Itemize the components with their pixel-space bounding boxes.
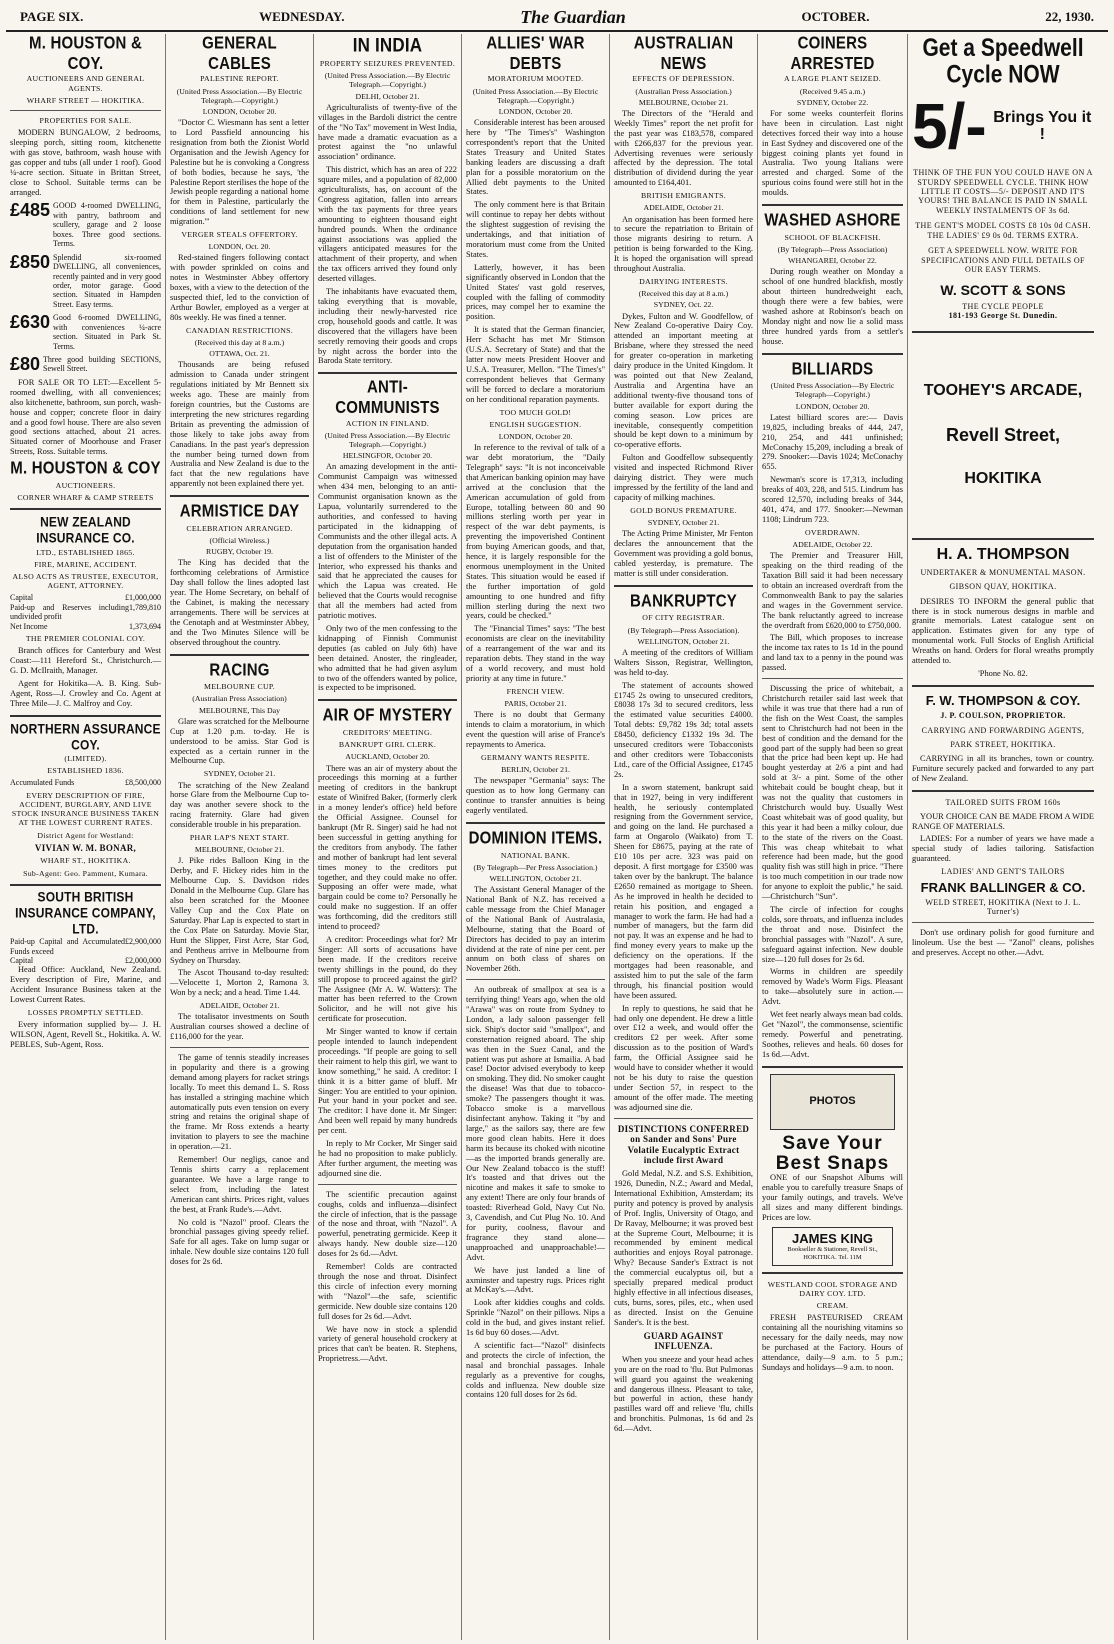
branch: Branch offices for Canterbury and West Coast:—111 Hereford St., Christchurch.—G. D. McIlraith, Manager.	[10, 646, 161, 676]
think-text: THINK OF THE FUN YOU COULD HAVE ON A STURDY SPEEDWELL CYCLE. THINK HOW LITTLE IT COSTS—5/- DEPOSIT AND IT'S YOURS! THE BALANCE IS PAID IN SMALL WEEKLY INSTALMENTS OF 3s 6d.	[913, 168, 1093, 215]
paragraph: Glare was scratched for the Melbourne Cup at 1.20 p.m. to-day. He is understood to be amiss. Star God is expected as a certain runner in the Melbourne Cup.	[170, 716, 309, 766]
hokitika: HOKITIKA	[964, 469, 1042, 487]
speedwell-title: Get a Speedwell Cycle NOW	[922, 34, 1084, 89]
nzi-also: ALSO ACTS AS TRUSTEE, EXECUTOR, AGENT, ATTORNEY.	[12, 571, 159, 591]
received: (Received 9.45 a.m.)	[799, 86, 866, 96]
subhead: ACTION IN FINLAND.	[345, 418, 430, 428]
dateline: OTTAWA, Oct. 21.	[209, 349, 270, 359]
paragraph: No cold is "Nazol" proof. Clears the bronchial passages giving speedy relief. Safe for all ages. Take on lump sugar or inhale. New double size contains 120 full doses for 2s 6d.	[170, 1217, 309, 1267]
dateline: WHANGAREI, October 22.	[788, 256, 877, 266]
subhead: MORATORIUM MOOTED.	[487, 74, 584, 84]
headline-coiners: COINERS ARRESTED	[790, 34, 875, 74]
photo-label: PHOTOS	[809, 1095, 856, 1108]
james-king-box	[772, 1227, 893, 1266]
dateline: DELHI, October 21.	[355, 91, 420, 101]
headline-racing: RACING	[209, 660, 270, 680]
speedwell-ad	[912, 34, 1094, 321]
toohey-arcade: TOOHEY'S ARCADE,	[923, 381, 1083, 399]
paragraph: In a sworn statement, bankrupt said that in 1927, being in very indifferent health, he seriously contemplated resigning from the Government service, and going on the land. He purchased a farm at Ongarolo (Waikato) from T. Sheen for £8675, paying at the rate of £10 10s per acre. 323 was paid on deposit. A first mortgage for £3500 was taken over by the bankrupt. The balance £2650 remained as mortgage to Sheen. As he improved in health he decided to retain his position, and engaged a manager to work the farm. He had had a number of managers, but the farm did not pay. It was an expense and he had to find money every years to make up the deficiency on the operations. If the mortgages had been reasonable, and assisted him to put the sale of the farm through, his financial position would have been assured.	[614, 782, 753, 1000]
paragraph: In reference to the revival of talk of a war debt moratorium, the "Daily Telegraph" says: "It is not inconceivable that American banking opinion may have arrived at the conclusion that the American accumulation of gold from Europe, totalling between 80 and 90 millions sterling worth per year in respect of the war debt payments, is preventing the impoverished Continent from buying American goods, and that, hence, it is largely responsible for the enormous unemployment in the United States. This situation would be eased if the further importation of gold amounting to one hundred and fifty million sterling during the next two years, could be checked."	[466, 443, 605, 621]
northern-accum	[10, 778, 161, 787]
value: 1,373,694	[129, 621, 161, 631]
paragraph: The game of tennis steadily increases in popularity and there is a growing demand among players for racket strings locally. To meet this demand L. S. Ross has installed a stringing machine which automatically puts even tension on every string and retains the original shape of the frame. Mr Ross extends a hearty invitation to players to see the machine in operation.—21.	[170, 1053, 309, 1152]
dateline: MELBOURNE, This Day	[198, 705, 281, 715]
prop-text: Splendid six-roomed DWELLING, all conveniences, recently painted and in very good order, motor garage. Good section. Situated in Hampden Street. Easy terms.	[53, 252, 161, 309]
dateline: LONDON, Oct. 20.	[208, 242, 271, 252]
paragraph: The Directors of the "Herald and Weekly Times" report the net profit for the past year was £183,578, compared with £266,837 for the previous year. Advertising revenues were seriously affected by the depression. The total distribution of dividend during the year amounted to £164,401.	[614, 108, 753, 188]
subagent: Sub-Agent: Geo. Pamment, Kumara.	[23, 868, 148, 878]
scott-sons: W. SCOTT & SONS	[940, 282, 1066, 299]
dateline: AUCKLAND, October 20.	[345, 752, 430, 762]
dateline: LONDON, October 20.	[202, 106, 277, 116]
value: £2,900,000	[125, 937, 161, 947]
paragraph: Gold Medal, N.Z. and S.S. Exhibition, 1926, Dunedin, N.Z.; Award and Medal, International Exhibition, Amsterdam; its purity and potency is proved by analysis of Prof. Inglis, University of Otago, and Dr Ravay, Melbourne; it was proved best at the Supreme Court, Melbourne; it is recommended by eminent medical authorities and enjoys Royal patronage. Why? Because Sander's Extract is not the commercial eucalyptus oil, but a specially prepared medical product highly effective in all infectious diseases, cuts, burns, sores, piles, etc., when used as directed. Insist on the Genuine Sander's. It is the best.	[614, 1169, 753, 1327]
source: (United Press Association.—By Electric Telegraph.—Copyright.)	[324, 71, 451, 90]
paragraph: The Ascot Thousand to-day resulted:—Velocette 1, Morton 2, Ramona 3. Won by a neck; and a head. Time 1.44.	[170, 968, 309, 998]
prop-4	[10, 313, 161, 351]
polish-ad: Don't use ordinary polish for good furniture and linoleum. Use the best — "Zanol" cleans, polishes and preserves. Accept no other.—Advt.	[912, 927, 1094, 957]
paragraph: Mr Singer wanted to know if certain people intended to launch independent proceedings. "If people are going to sell their raiment to help this girl, we want to know something," he said. A creditor: I think it is a bitter game of bluff. Mr Singer: You are entitled to your opinion. Put your hand in your pocket and see. The creditor: I have done it. Mr Singer: And been well repaid by many hundreds per cent.	[318, 1027, 457, 1136]
value: 1,789,810	[129, 602, 161, 612]
paragraph: Newman's score is 17,313, including breaks of 403, 228, and 515. Lindrum has scored 12,570, including breaks of 344, 401, 474, and 177. Snooker:—Newman 1108; Lindrum 723.	[762, 475, 903, 524]
dateline: WELLINGTON, October 21.	[637, 636, 730, 646]
brings-text: Brings You it !	[993, 108, 1092, 144]
paragraph: Latterly, however, it has been significantly observed in London that the United States' vast gold reserves, coupled with the falling of commodity prices, may compel her to examine the position.	[466, 262, 605, 322]
ladies: LADIES: For a number of years we have made a special study of ladies tailoring. Satisfaction guaranteed.	[912, 834, 1094, 864]
paragraph: Only two of the men confessing to the kidnapping of Finnish Communist deputies (as cabled on July 6th) have been detained. Anoster, the ringleader, who admitted that he had given asylum to two of the offenders wanted by police, is expected to be imprisoned.	[318, 623, 457, 693]
subhead: GOLD BONUS PREMATURE.	[630, 505, 737, 515]
paragraph: There was an air of mystery about the proceedings this morning at a further meeting of creditors in the bankrupt estate of Winifred Baker, (formerly clerk in a money lender's office) held before the Official Assignee. Counsel for bankrupt (Mr R. Singer) said he had not been successful in getting anything for the creditors from anybody. The father and mother of bankrupt had lent several times money to the creditors put together, and they could make no offer. Supposing an offer were made, what bargain could be come to? Personally he could make no suggestion. If an offer was forthcoming, did the creditors still intend to proceed?	[318, 763, 457, 932]
paragraph: FRESH PASTEURISED CREAM containing all the nourishing vitamins so necessary for the daily needs, may now be purchased at the Factory. Hours of attendance, daily—9 a.m. to 5 p.m.; Sundays and holidays—9 a.m. to noon.	[762, 1313, 903, 1372]
headline-anti-communists: ANTI-COMMUNISTS	[335, 377, 440, 418]
dateline: WELLINGTON, October 21.	[489, 873, 582, 883]
label: Paid-up and Reserves including undivided profit	[10, 602, 129, 622]
paragraph: The newspaper "Germania" says: The question as to how long Germany can continue to transfer annuities is being eagerly ventilated.	[466, 776, 605, 815]
paragraph: During rough weather on Monday a school of one hundred blackfish, mostly about thirteen hundredweight each, though there were a few babies, were washed ashore at Robinson's beach on Monday night and now lie a solid mass three hundred yards from a settler's house.	[762, 267, 903, 346]
for-sale: FOR SALE OR TO LET:—Excellent 5-roomed dwelling, with all conveniences; also kitchenette, bathroom, sun porch, wash-house and copper; concrete floor in dairy and a good fowl house. There are also seven good sections attached, about 21 acres. Situated corner of Moorhouse and Fraser Streets, Ross. Suitable terms.	[10, 377, 161, 457]
fw-thompson: F. W. THOMPSON & COY.	[925, 692, 1081, 708]
dateline: SYDNEY, Oct. 22.	[653, 300, 714, 310]
value: £8,500,000	[125, 778, 161, 788]
label: Paid-up Capital and Accumulated Funds exceed	[10, 937, 125, 956]
tailored: TAILORED SUITS FROM 160s	[945, 798, 1061, 808]
received: (Received this day at 8 a.m.)	[638, 289, 729, 299]
label: Capital	[10, 956, 34, 966]
dateline: SYDNEY, October 21.	[647, 517, 720, 527]
nzi-net	[10, 622, 161, 631]
paragraph: An organisation has been formed here to secure the repatriation to Britain of those migrants desiring to return. A petition is being forwarded to the King. It is hoped the organisation will spread throughout Australia.	[614, 214, 753, 274]
paragraph: Discussing the price of whitebait, a Christchurch retailer said last week that while it was true that there had a run of the fish on the West Coast, the samples sent to Christchurch had not been in the best of condition and the demand for the good part of the supply had been so great that the price had been kept up. He had bought yesterday at 2/6 a pint and had sold at 3/- a pint. Some of the other whitebait could be bought cheap, but it was not the quality that customers in Christchurch would buy. Usually West Coast whitebait was of good quality, but this year it had been a milky colour, due to the state of the rivers on the Coast. This was cheap whitebait to what reference had been made, but the good quality fish was still high in price. "There is too much competition in our trade now for anyone to exploit the public," he said.—Christchurch "Sun".	[762, 684, 903, 902]
subhead: EFFECTS OF DEPRESSION.	[632, 74, 735, 84]
column-3	[314, 34, 462, 1640]
paragraph: In reply to Mr Cocker, Mr Singer said he had no proposition to make publicly. After further argument, the meeting was adjourned sine die.	[318, 1139, 457, 1178]
price: £630	[10, 312, 51, 333]
dateline: MELBOURNE, October 21.	[638, 97, 729, 107]
source: (Australian Press Association.)	[635, 86, 732, 96]
masthead	[6, 4, 1108, 32]
paragraph: It is stated that the German financier, Herr Schacht has met Mr Stimson (U.S.A. Secretary of State) and that the latter now meets President Hoover and U.S.A. Treasurer, Mellon. "The Times's" correspondent believes that Germany will be forced to declare a moratorium on her conditional reparation payments.	[466, 325, 605, 404]
paragraph: In reply to questions, he said that he had only one dependent. He drew a little over £12 a week, and would offer the creditors £2 per week. After some discussion as to the position of Ward's farm, the Official Assignee said he would have to consider whether it would not be his duty to raise the question under Section 57, in respect to the amount of the offer made. The meeting was adjourned sine die.	[614, 1003, 753, 1112]
houston2-title: M. HOUSTON & COY	[10, 458, 161, 479]
northern-sub: (LIMITED).	[64, 753, 107, 763]
paragraph: An amazing development in the anti-Communist Campaign was witnessed when 434 men, belonging to an anti-Communist organisation known as the Lapua, voluntarily surrendered to the authorities, and confessed to having participated in the kidnapping of Communists and the other illegal acts. A deputation from the organisation handed a list of offenders to the Minister of the Interior, who expressed his thanks and said that he appreciated the causes for which the Lapua was created. He believed that the Courts would recognise that all the members had acted from patriotic motives.	[318, 462, 457, 621]
subhead: PROPERTY SEIZURES PREVENTED.	[319, 59, 456, 69]
carrying: CARRYING AND FORWARDING AGENTS,	[921, 725, 1085, 735]
king-name: JAMES KING	[792, 1231, 873, 1246]
paragraph: A scientific fact—"Nazol" disinfects and protects the circle of infection, the nasal and bronchial passages. Inhale regularly as a preventive for coughs, colds and influenza. New double size contains 120 full doses for 2s 6d.	[466, 1340, 605, 1400]
paragraph: When you sneeze and your head aches you are on the road to 'flu. But Pulmonas will guard you against the weakening and dangerous illness. Pleasant to take, but powerful in action, these handy pastilles ward off and relieve 'flu, chills and bronchitis. Pulmonas, 1s 6d and 2s 6d.—Advt.	[614, 1354, 753, 1434]
dateline: RUGBY, October 19.	[206, 547, 273, 557]
subhead: A LARGE PLANT SEIZED.	[783, 74, 882, 84]
sb-losses: LOSSES PROMPTLY SETTLED.	[27, 1008, 144, 1018]
agents: Agent for Hokitika—A. B. King. Sub-Agent, Ross—J. Crowley and Co. Agent at Three Mile—J. C. Malfroy and Coy.	[10, 678, 161, 708]
palestine: PALESTINE REPORT.	[200, 74, 279, 84]
paragraph: Wet feet nearly always mean bad colds. Get "Nazol", the commonsense, scientific remedy. Powerful and penetrating. Soothes, relieves and heals. 60 doses for 1s 6d.—Advt.	[762, 1010, 903, 1059]
source: (By Telegraph—Press Association).	[627, 625, 740, 635]
paragraph: Remember! Colds are contracted through the nose and throat. Disinfect this circle of infection every morning with "Nazol"—the safe, scientific germicide. New double size contains 120 full doses for 2s 6d.—Advt.	[318, 1262, 457, 1321]
paragraph: Red-stained fingers following contact with powder sprinkled on coins and notes in Westminster Abbey offertory boxes, with a view to the detection of the suspected thief, led to the conviction of Arthur Bowler, employed as a verger at 80s weekly. He was fined a tenner.	[170, 253, 309, 322]
northern-title: NORTHERN ASSURANCE COY.	[10, 720, 161, 753]
column-6	[758, 34, 908, 1640]
headline-india: IN INDIA	[352, 34, 423, 57]
subhead: PHAR LAP'S NEXT START.	[189, 833, 290, 843]
houston2-sub: AUCTIONEERS.	[55, 480, 116, 490]
houston-addr: WHARF STREET — HOKITIKA.	[26, 95, 145, 105]
paragraph: We have now in stock a splendid variety of general household crockery at prices that can't be beaten. R. Stephens, Proprietress.—Advt.	[318, 1324, 457, 1364]
dateline: LONDON, October 20.	[795, 401, 870, 411]
page-number: PAGE SIX.	[20, 9, 84, 24]
paragraph: The scientific precaution against coughs, colds and influenza—disinfect the circle of infection, that is the passage of the nose and throat, with "Nazol". A powerful, penetrating germicide. Keep it always handy. New double size—120 doses for 2s 6d.—Advt.	[318, 1189, 457, 1259]
subhead: GERMANY WANTS RESPITE.	[480, 752, 591, 762]
scott-addr: 181-193 George St. Dunedin.	[948, 311, 1058, 321]
label: Accumulated Funds	[10, 778, 75, 788]
paragraph: Fulton and Goodfellow subsequently visited and inspected Richmond River dairying district. They were much impressed by the fertility of the land and capacity of milking machines.	[614, 453, 753, 502]
dateline: HELSINGFOR, October 20.	[342, 451, 433, 461]
dateline: LONDON, October 20.	[498, 106, 573, 116]
distinctions-head: DISTINCTIONS CONFERRED on Sander and Sons' Pure Volatile Eucalyptic Extract include first Award	[617, 1123, 750, 1166]
column-2	[166, 34, 314, 1640]
paragraph: The totalisator investments on South Australian courses showed a decline of £116,000 for the year.	[170, 1012, 309, 1042]
headline-armistice: ARMISTICE DAY	[179, 501, 300, 522]
paragraph: The statement of accounts showed £1745 2s owing to unsecured creditors, £8038 17s 3d to secured creditors, less the estimated value securities £4000. Total debts: £9,782 19s 3d; total assets £8450, deficiency £1332 19s 3d. The unsecured creditors were Tobacconists and other creditors were Tobacconists Ltd., care of the Official Assignee, £1745 2s.	[614, 680, 753, 779]
price: £485	[10, 200, 51, 221]
paragraph: Latest billiard scores are:— Davis 19,825, including breaks of 444, 247, 210, 254, and 441 unfinished; McConachy 15,209, including a break of 279. Snooker:—Davis 1024; McConachy 655.	[762, 412, 903, 472]
dateline: SYDNEY, October 21.	[203, 769, 276, 779]
paragraph: The Bill, which proposes to increase the income tax rates to 1s 1d in the pound and land tax to a penny in the pound was passed.	[762, 633, 903, 673]
paragraph: Worms in children are speedily removed by Wade's Worm Figs. Pleasant to take—absolutely sure in action.—Advt.	[762, 967, 903, 1007]
paragraph: A creditor: Proceedings what for? Mr Singer: All sorts of accusations have been made. If the creditors receive twenty shillings in the pound, do they still propose to proceed against the girl? The Assignee (Mr A. W. Watters): The matter has been referred to the Crown Solicitor, and he will not give his certificate for prosecution.	[318, 934, 457, 1024]
subhead: CREDITORS' MEETING.	[342, 728, 433, 738]
column-1	[6, 34, 166, 1640]
subhead: BRITISH EMIGRANTS.	[640, 191, 727, 201]
dateline: LONDON, October 20.	[498, 431, 573, 441]
subhead: CANADIAN RESTRICTIONS.	[185, 325, 294, 335]
nzi-title: NEW ZEALAND INSURANCE CO.	[36, 514, 135, 547]
thompson-title: H. A. THOMPSON	[936, 545, 1070, 563]
subhead: BANKRUPT GIRL CLERK.	[338, 740, 437, 750]
photo-album-icon	[770, 1074, 895, 1130]
paragraph: The Assistant General Manager of the National Bank of N.Z. has received a cable message from the Chief Manager of the National Bank of Australasia, Melbourne, stating that the Board of Directors has decided to pay an interim dividend at the rate of nine per cent. per annum on both class of shares on November 26th.	[466, 885, 605, 974]
subhead: TOO MUCH GOLD!	[499, 407, 572, 417]
vivian: VIVIAN W. M. BONAR,	[34, 842, 137, 853]
paragraph: We have just landed a line of axminster and tapestry rugs. Prices right at McKay's.—Advt.	[466, 1265, 605, 1295]
paragraph: The scratching of the New Zealand horse Glare from the Melbourne Cup to-day was another severe shock to the racing fraternity. Glare had given considerable trouble in his preparation.	[170, 780, 309, 830]
source: (United Press Association—By Electric Telegraph—Copyright.)	[770, 381, 895, 400]
frank-ballinger: FRANK BALLINGER & CO.	[920, 879, 1086, 895]
label: Capital	[10, 593, 34, 603]
subhead: FRENCH VIEW.	[506, 686, 565, 696]
gibson-quay: GIBSON QUAY, HOKITIKA.	[949, 582, 1057, 592]
label: Net Income	[10, 621, 48, 631]
district: District Agent for Westland:	[37, 830, 134, 840]
headline-mystery: AIR OF MYSTERY	[322, 706, 453, 726]
northern-desc: EVERY DESCRIPTION OF FIRE, ACCIDENT, BURGLARY, AND LIVE STOCK INSURANCE BUSINESS TAKEN AT THE LOWEST CURRENT RATES.	[11, 790, 160, 828]
thompson-text: DESIRES TO INFORM the general public that there is in stock numerous designs in marble and granite memorials. Latest catalogue sent on application. Estimates given for any type of monumental work. Full Stocks of English Artificial Wreaths on hand. Orders for floral wreaths promptly attended to.	[912, 596, 1094, 666]
subhead: ENGLISH SUGGESTION.	[489, 419, 582, 429]
subhead: MELBOURNE CUP.	[204, 682, 275, 692]
paragraph: J. Pike rides Balloon King in the Derby, and F. Hickey rides him in the Melbourne Cup. S. Davidson rides Donald in the Melbourne Cup. Glare has also been scratched for the Moonee Valley Cup and the Cox Plate on Saturday. Phar Lap is expected to start in the Cox Plate on Saturday. Movie Star, Hunt the Slipper, First Acre, Star God, and Pentheus arrive in Melbourne from Sydney on Thursday.	[170, 856, 309, 965]
westland: WESTLAND COOL STORAGE AND DAIRY COY. LTD.	[767, 1279, 898, 1298]
nzi-lines: FIRE, MARINE, ACCIDENT.	[34, 559, 137, 569]
subhead: CELEBRATION ARRANGED.	[186, 523, 293, 533]
paragraph: The Acting Prime Minister, Mr Fenton declares the announcement that the Government was providing a gold bonus, cabled yesterday, is premature. The matter is still under consideration.	[614, 529, 753, 578]
paragraph: The "Financial Times" says: "The best economists are clear on the inevitability of a rearrangement of the war and its reparation debts. They stand in the way of a world recovery, and must hold priority at any time in future."	[466, 624, 605, 683]
nzi-est: LTD., ESTABLISHED 1865.	[36, 547, 135, 557]
day: WEDNESDAY.	[259, 9, 345, 24]
houston-title: M. HOUSTON & COY.	[29, 34, 142, 74]
headline-dominion: DOMINION ITEMS.	[468, 828, 603, 849]
price: £80	[10, 354, 41, 375]
guard-head: GUARD AGAINST INFLUENZA.	[643, 1330, 724, 1352]
park-street: PARK STREET, HOKITIKA.	[950, 740, 1056, 750]
nzi-paid	[10, 603, 161, 622]
paragraph: Look after kiddies coughs and colds. Sprinkle "Nazol" on their pillows. Nips a cold in the bud, and gives instant relief. 1s 6d buy 60 doses.—Advt.	[466, 1298, 605, 1338]
paragraph: Considerable interest has been aroused here by "The Times's" Washington correspondent's report that the United States Treasury and United States banking leaders are discussing a draft plan for a possible moratorium on the Allied debt payments to the United States.	[466, 118, 605, 197]
carrying-text: CARRYING in all its branches, town or country. Furniture securely packed and forwarded to any part of New Zealand.	[912, 754, 1094, 784]
northern-est: ESTABLISHED 1836.	[47, 766, 124, 776]
premier: THE PREMIER COLONIAL COY.	[25, 634, 146, 644]
subhead: OF CITY REGISTRAR.	[642, 613, 725, 623]
prop-5	[10, 355, 161, 374]
source: (Official Wireless.)	[209, 536, 270, 546]
phone: 'Phone No. 82.	[978, 668, 1028, 678]
cream-head: CREAM.	[816, 1301, 849, 1311]
sb-capital	[10, 956, 161, 965]
source: (United Press Association.—By Electric Telegraph.—Copyright.)	[176, 86, 303, 105]
paragraph: An outbreak of smallpox at sea is a terrifying thing! Years ago, when the old "Arawa" was on route from Sydney to London, a lady saloon passenger fell sick. Ship's doctor said "smallpox", and consternation reigned aboard. The ship was then in the Suez Canal, and the patient was put ashore at Ismailia. A bad case! Doctor advised everybody to keep on smoking. They did. No smoker caught the disease! Was that due to tobacco-smoke? The passengers thought it was. Tobacco smoke is a marvellous disinfectant anyhow. Taking it "by and large," as the sailors say, there are few more good clean habits. Here it does harm its because its choked with nicotine—as the imported brands generally are. Our New Zealand tobacco is the stuff! It's toasted and that drives out the nicotine and makes it safe to smoke to any extent! There are only four brands of toasted: Riverhead Gold, Navy Cut No. 3, Cavendish, and Cut Plug No. 10. And for purity, coolness, flavour and fragrance they stand alone—unapproached and unapproachable!—Advt.	[466, 985, 605, 1262]
paragraph: ONE of our Snapshot Albums will enable you to carefully treasure Snaps of your family outings, and travels. We've all sizes and many different bindings. Prices are low.	[762, 1173, 903, 1223]
paragraph: Agriculturalists of twenty-five of the villages in the Bardoli district the centre of the "No Tax" movement in West India, have made a dramatic evacuation as a protest against the "no unlawful association" ordinance.	[318, 102, 457, 162]
headline-bankruptcy: BANKRUPTCY	[630, 591, 737, 611]
paragraph: "Doctor C. Wiesmann has sent a letter to Lord Passfield announcing his resignation from both the Zionist World Organisation and the Jewish Agency for Palestine but he is convoking a Congress of both bodies, because he says, 'the Palestine Report sterilises the hope of the Jewish people regarding a national home for them in Palestine, particularly the conditions of land settlement for new migration.'"	[170, 118, 309, 227]
undertaker: UNDERTAKER & MONUMENTAL MASON.	[920, 567, 1086, 577]
subhead: VERGER STEALS OFFERTORY.	[181, 230, 298, 240]
paragraph: There is no doubt that Germany intends to claim a moratorium, in which event the question will arise of France's repayments to America.	[466, 710, 605, 749]
column-5	[610, 34, 758, 1640]
paragraph: The Premier and Treasurer Hill, speaking on the third reading of the Taxation Bill said it had been necessary to obtain an increased overdraft from the Commonwealth Bank to pay the salaries and wages in the Government service. The bank reluctantly agreed to increase the overdraft from £620,000 to £750,000.	[762, 551, 903, 630]
nzi-capital	[10, 593, 161, 602]
subhead: OVERDRAWN.	[804, 527, 860, 537]
dateline: BERLIN, October 21.	[501, 765, 570, 774]
prop-2	[10, 201, 161, 248]
sb-title: SOUTH BRITISH INSURANCE COMPANY, LTD.	[15, 888, 156, 938]
headline-washed: WASHED ASHORE	[764, 210, 901, 231]
date: 22, 1930.	[1045, 9, 1094, 24]
paragraph: The King has decided that the forthcoming celebrations of Armistice Day shall follow the lines adopted last year. The Home Secretary, on behalf of the Cabinet, is making the necessary arrangements. There will be services at the Cenotaph and at Westminster Abbey, and the Two Minutes Silence will be observed throughout the country.	[170, 558, 309, 647]
column-7	[908, 34, 1098, 1640]
prop-3	[10, 253, 161, 310]
paragraph: This district, which has an area of 222 square miles, and a population of 82,000 agriculturalists, has, on account of the Congress agitation, fallen into arrears with the tax payments for three years amounting to eighteen thousand eight hundred pounds. When the ordinance against associations was applied the villagers anticipated measures for the attachment of their property, and when the tax officers arrived they found only deserted villages.	[318, 165, 457, 284]
paragraph: The only comment here is that Britain will continue to repay her debts without the slightest suggestion of revising the undertakings, and that initiation of moratorium must come from the United States.	[466, 200, 605, 259]
paragraph: The inhabitants have evacuated them, taking everything that is movable, including their newly-harvested rice crop, household goods and cattle. It was discovered that the villagers have been secretly removing their goods and crops by night across the border into the Baroda State territory.	[318, 287, 457, 366]
paragraph: Dykes, Fulton and W. Goodfellow, of New Zealand Co-operative Dairy Coy. attended an important meeting at Brisbane, where they stressed the need for greater co-operation in marketing dairy produce in the United Kingdom. It was pointed out that New Zealand, Australia and Argentina have an additional twenty-five thousand tons of butter available for export during the coming season. Low prices are inevitable, consequently competition should be kept down to a minimum by co-operative efforts.	[614, 311, 753, 450]
paragraph: Remember! Our negligs, canoe and Tennis shirts carry a replacement guarantee. We have a large range to select from, including the latest American cant shirts. Prices right, values the best, at Frank Rude's.—Advt.	[170, 1155, 309, 1214]
source: (United Press Association.—By Electric Telegraph.—Copyright.)	[472, 86, 599, 105]
headline-war-debts: ALLIES' WAR DEBTS	[486, 34, 585, 74]
paragraph: For some weeks counterfeit florins have been in circulation. Last night detectives forced their way into a house in East Sydney and discovered one of the biggest coining plants yet found in Australia. Two young Italians were arrested and charged. Some of the spurious coins found were still hot in the moulds.	[762, 108, 903, 198]
dateline: ADELAIDE, October 22.	[792, 540, 873, 549]
save-snaps-title: Save Your Best Snaps	[775, 1132, 890, 1174]
choice: YOUR CHOICE CAN BE MADE FROM A WIDE RANGE OF MATERIALS.	[912, 811, 1094, 831]
headline-cables: GENERAL CABLES	[202, 34, 277, 74]
value: £2,000,000	[125, 956, 161, 966]
paragraph: A meeting of the creditors of William Walters Sisson, Registrar, Wellington, was held to-day.	[614, 647, 753, 677]
subhead: SCHOOL OF BLACKFISH.	[784, 232, 881, 242]
paragraph: The circle of infection for coughs colds, sore throats, and influenza includes the throat and nose. Disinfect the bronchial passages with "Nazol". A sure, safeguard against infection. New double size—120 full doses for 2s 6d.	[762, 905, 903, 964]
paragraph: Thousands are being refused admission to Canada under stringent regulations initiated by Mr Bennett six weeks ago. These are mainly from foreign countries, but the Customs are interpreting the new strictures regarding Britain as preventing the admission of those likely to take jobs away from Canadians. In the past year's depression the number being turned down from Australia and New Zealand is due to the fact that the new regulations have apparently not been explained there yet.	[170, 360, 309, 489]
houston-sub: AUCTIONEERS AND GENERAL AGENTS.	[26, 74, 145, 93]
five-shillings	[912, 90, 1094, 163]
dateline: MELBOURNE, October 21.	[194, 845, 285, 855]
prop-text: GOOD 4-roomed DWELLING, with pantry, bathroom and scullery, garage and 2 loose boxes. Three good sections. Terms.	[53, 201, 161, 249]
source: (United Press Association.—By Electric Telegraph.—Copyright.)	[324, 430, 451, 450]
source: (By Telegraph—Press Association)	[777, 244, 888, 254]
headline-australian: AUSTRALIAN NEWS	[633, 34, 734, 74]
subhead: NATIONAL BANK.	[500, 850, 571, 860]
weld-street: WELD STREET, HOKITIKA (Next to J. L. Turner's)	[925, 897, 1081, 917]
gents-text: THE GENT'S MODEL COSTS £8 10s 0d CASH. THE LADIES' £9 0s 0d. TERMS EXTRA.	[915, 221, 1091, 240]
dateline: ADELAIDE, October 21.	[643, 203, 724, 213]
revell-street: Revell Street,	[945, 424, 1061, 445]
headline-billiards: BILLIARDS	[791, 359, 874, 379]
sb-desc: Head Office: Auckland, New Zealand. Every description of Fire, Marine, and Accident Insurance Business taken at the Lowest Current Rates.	[10, 965, 161, 1005]
sb-paid	[10, 937, 161, 956]
sb-info: Every information supplied by— J. H. WILSON, Agent, Revell St., Hokitika. A. W. PEBLES, Sub-Agent, Ross.	[10, 1020, 161, 1050]
price: £850	[10, 251, 51, 272]
five-price: 5/-	[912, 90, 987, 163]
cycle-people: THE CYCLE PEOPLE	[962, 301, 1044, 311]
subhead: DAIRYING INTERESTS.	[639, 277, 728, 286]
prop-text: Three good building SECTIONS, Sewell Street.	[43, 355, 161, 374]
dateline: SYDNEY, October 22.	[796, 97, 869, 107]
houston2-addr: CORNER WHARF & CAMP STREETS	[17, 493, 154, 503]
king-sub: Bookseller & Stationer, Revell St., HOKITIKA. Tel. 11M	[787, 1246, 878, 1261]
ladies-gents: LADIES' AND GENT'S TAILORS	[941, 867, 1065, 877]
paper-title: The Guardian	[520, 6, 626, 27]
prop-1: MODERN BUNGALOW, 2 bedrooms, sleeping porch, sitting room, kitchenette with gas stove, bathroom, wash house with gas copper and tubs (all under 1 roof). Good ¼-acre section. Situate in Brittan Street, close to School. Suitable terms can be arranged.	[10, 128, 161, 197]
wharf: WHARF ST., HOKITIKA.	[40, 856, 131, 866]
prop-text: Good 6-roomed DWELLING, with conveniences ¼-acre section. Situated in Park St. Terms.	[53, 313, 161, 351]
source: (Australian Press Association)	[192, 694, 287, 704]
dateline: PARIS, October 21.	[504, 699, 567, 708]
source: (By Telegraph—Per Press Association.)	[473, 862, 598, 872]
coulson: J. P. COULSON, PROPRIETOR.	[940, 711, 1066, 721]
month: OCTOBER.	[801, 9, 870, 24]
column-4	[462, 34, 610, 1640]
get2-text: GET A SPEEDWELL NOW. WRITE FOR SPECIFICATIONS AND FULL DETAILS OF OUR EASY TERMS.	[921, 246, 1085, 275]
props-head: PROPERTIES FOR SALE.	[39, 115, 132, 125]
received: (Received this day at 8 a.m.)	[194, 338, 285, 347]
dateline: ADELAIDE, October 21.	[199, 1001, 280, 1011]
value: £1,000,000	[125, 593, 161, 603]
